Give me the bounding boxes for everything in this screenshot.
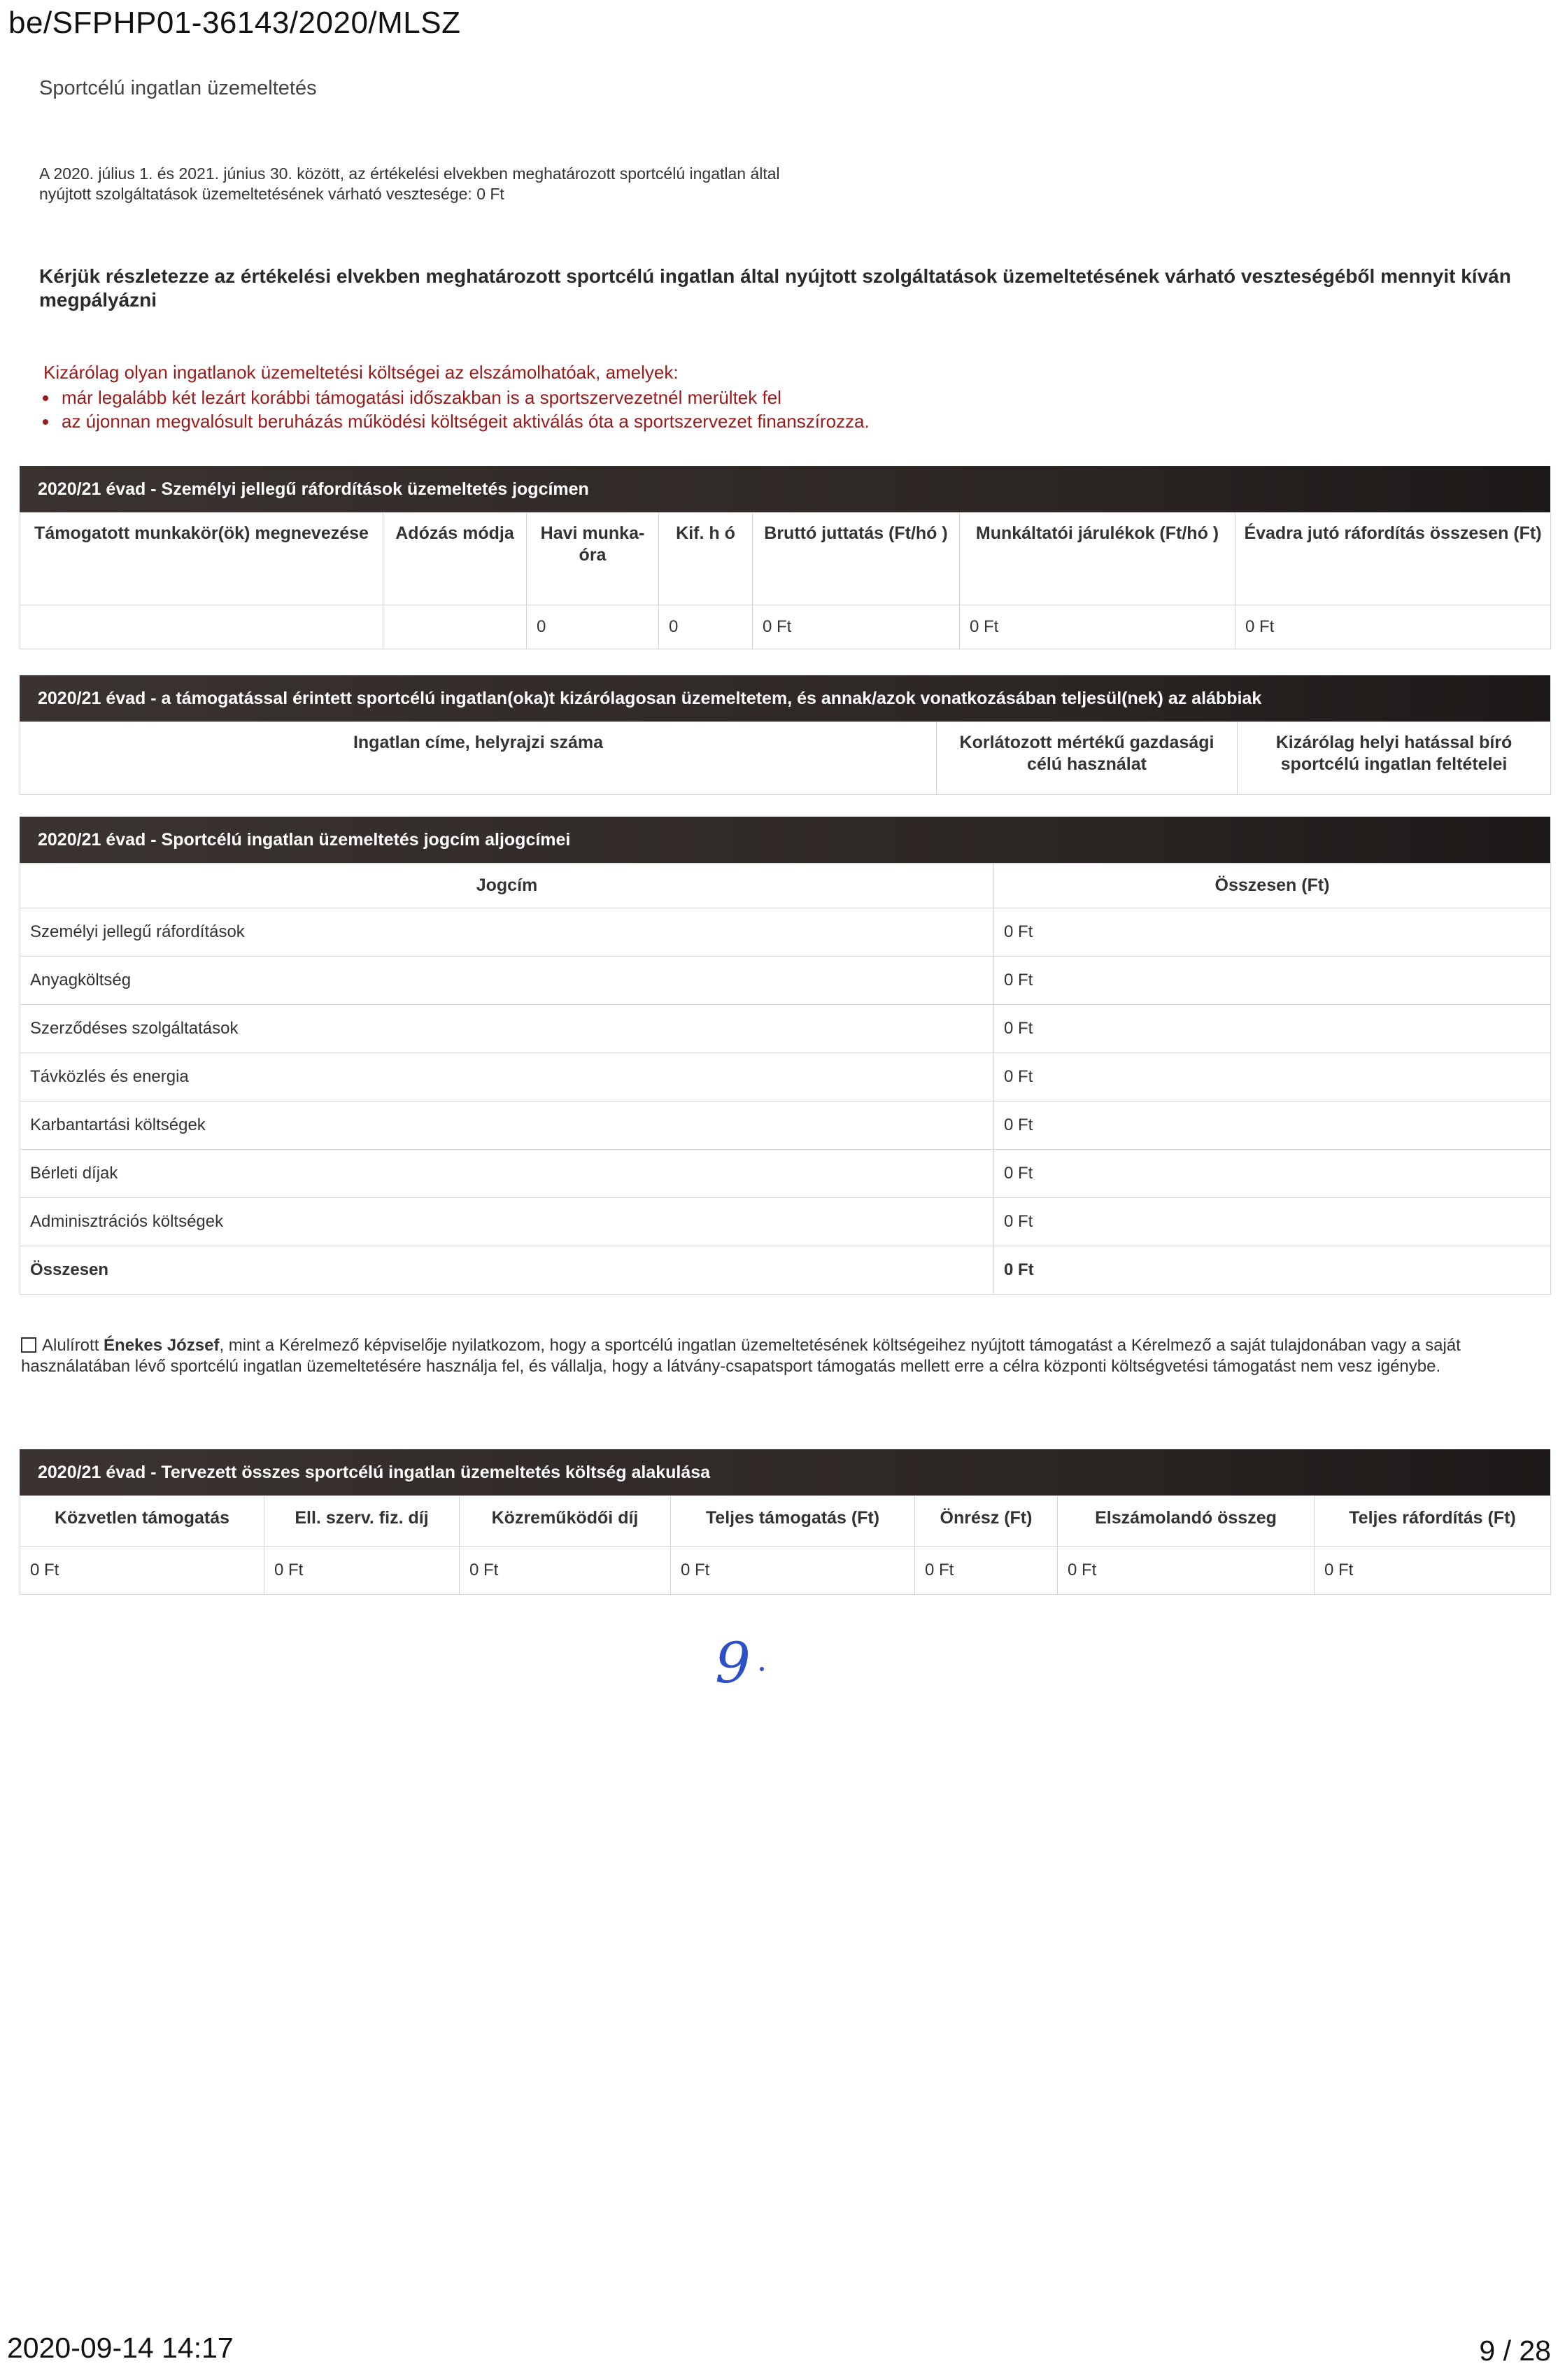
row-label: Bérleti díjak xyxy=(20,1150,994,1198)
footer-datetime: 2020-09-14 14:17 xyxy=(7,2332,234,2364)
table-cell: 0 Ft xyxy=(1315,1547,1551,1595)
column-header: Adózás módja xyxy=(383,513,527,605)
table-header-row xyxy=(20,864,1551,908)
table-cell: 0 Ft xyxy=(460,1547,671,1595)
handwritten-dot xyxy=(760,1667,764,1671)
total-row xyxy=(20,1246,1551,1295)
notice-item: • az újonnan megvalósult beruházás működési költségeit aktiválás óta a sportszervezet finanszírozza. xyxy=(59,409,1513,433)
table-row xyxy=(20,1198,1551,1246)
notice-list xyxy=(43,386,1513,433)
table-cell: 0 Ft xyxy=(1058,1547,1315,1595)
question-heading: Kérjük részletezze az értékelési elvekben meghatározott sportcélú ingatlan által nyújtott szolgáltatások üzemeltetésének várható veszteségéből mennyit kíván megpályázni xyxy=(39,265,1511,311)
row-label: Összesen xyxy=(20,1246,994,1295)
property-conditions-table xyxy=(20,721,1551,795)
column-header: Kif. h ó xyxy=(659,513,753,605)
table-cell xyxy=(383,605,527,649)
column-header: Teljes támogatás (Ft) xyxy=(671,1496,915,1547)
subcategories-section xyxy=(20,817,1550,1295)
column-header: Jogcím xyxy=(20,864,994,908)
column-header: Évadra jutó ráfordítás összesen (Ft) xyxy=(1235,513,1551,605)
table-row xyxy=(20,1547,1551,1595)
table-cell: 0 Ft xyxy=(753,605,960,649)
document-id: be/SFPHP01-36143/2020/MLSZ xyxy=(8,6,461,40)
table-cell: 0 Ft xyxy=(264,1547,460,1595)
row-label: Szerződéses szolgáltatások xyxy=(20,1005,994,1053)
table-row xyxy=(20,957,1551,1005)
intro-text xyxy=(39,164,1131,204)
table-cell: 0 Ft xyxy=(1235,605,1551,649)
subcategories-header: 2020/21 évad - Sportcélú ingatlan üzemeltetés jogcím aljogcímei xyxy=(20,817,1550,863)
column-header: Összesen (Ft) xyxy=(994,864,1551,908)
table-cell: 0 Ft xyxy=(20,1547,264,1595)
section-title: Sportcélú ingatlan üzemeltetés xyxy=(39,77,317,99)
property-conditions-header: 2020/21 évad - a támogatással érintett sportcélú ingatlan(oka)t kizárólagosan üzemeltetem, és annak/azok vonatkozásában teljesül(nek) az alábbiak xyxy=(20,675,1550,721)
declaration xyxy=(21,1335,1539,1377)
declaration-text: , mint a Kérelmező képviselője nyilatkozom, hogy a sportcélú ingatlan üzemeltetésének költségeihez nyújtott támogatást a Kérelmező a saját tulajdonában vagy a saját használatában lévő sportcélú ingatlan üzemeltetésére használja fel, és vállalja, hogy a látvány-csapatsport támogatás mellett erre a célra központi költségvetési támogatást nem vesz igénybe. xyxy=(21,1336,1461,1376)
column-header: Korlátozott mértékű gazdasági célú használat xyxy=(937,722,1238,795)
row-value: 0 Ft xyxy=(994,1005,1551,1053)
column-header: Munkáltatói járulékok (Ft/hó ) xyxy=(960,513,1235,605)
notice-intro: Kizárólag olyan ingatlanok üzemeltetési költségei az elszámolhatóak, amelyek: xyxy=(43,362,679,383)
table-row xyxy=(20,1150,1551,1198)
column-header: Ell. szerv. fiz. díj xyxy=(264,1496,460,1547)
column-header: Ingatlan címe, helyrajzi száma xyxy=(20,722,937,795)
column-header: Bruttó juttatás (Ft/hó ) xyxy=(753,513,960,605)
planned-costs-header: 2020/21 évad - Tervezett összes sportcélú ingatlan üzemeltetés költség alakulása xyxy=(20,1449,1550,1495)
row-value: 0 Ft xyxy=(994,1101,1551,1150)
planned-costs-table xyxy=(20,1495,1551,1595)
notice-item: • már legalább két lezárt korábbi támogatási időszakban is a sportszervezetnél merültek fel xyxy=(59,386,1513,409)
row-label: Adminisztrációs költségek xyxy=(20,1198,994,1246)
declaration-checkbox[interactable] xyxy=(21,1337,36,1353)
row-value: 0 Ft xyxy=(994,1053,1551,1101)
property-conditions-section xyxy=(20,675,1550,795)
footer-page-number: 9 / 28 xyxy=(1479,2335,1551,2367)
intro-line-1: A 2020. július 1. és 2021. június 30. között, az értékelési elvekben meghatározott sportcélú ingatlan által xyxy=(39,164,780,183)
table-header-row xyxy=(20,513,1551,605)
row-value: 0 Ft xyxy=(994,1246,1551,1295)
representative-name: Énekes József xyxy=(104,1336,220,1355)
table-cell xyxy=(20,605,383,649)
table-cell: 0 Ft xyxy=(915,1547,1058,1595)
table-row xyxy=(20,1053,1551,1101)
personnel-costs-table xyxy=(20,512,1551,649)
column-header: Teljes ráfordítás (Ft) xyxy=(1315,1496,1551,1547)
personnel-costs-section xyxy=(20,466,1550,649)
row-value: 0 Ft xyxy=(994,1150,1551,1198)
row-value: 0 Ft xyxy=(994,957,1551,1005)
column-header: Elszámolandó összeg xyxy=(1058,1496,1315,1547)
column-header: Önrész (Ft) xyxy=(915,1496,1058,1547)
table-header-row xyxy=(20,1496,1551,1547)
column-header: Közvetlen támogatás xyxy=(20,1496,264,1547)
row-value: 0 Ft xyxy=(994,1198,1551,1246)
table-cell: 0 Ft xyxy=(671,1547,915,1595)
column-header: Havi munka-óra xyxy=(527,513,659,605)
table-cell: 0 xyxy=(659,605,753,649)
row-label: Személyi jellegű ráfordítások xyxy=(20,908,994,957)
personnel-costs-header: 2020/21 évad - Személyi jellegű ráfordítások üzemeltetés jogcímen xyxy=(20,466,1550,512)
intro-line-2: nyújtott szolgáltatások üzemeltetésének várható vesztesége: 0 Ft xyxy=(39,185,504,203)
column-header: Közreműködői díj xyxy=(460,1496,671,1547)
column-header: Támogatott munkakör(ök) megnevezése xyxy=(20,513,383,605)
subcategories-table xyxy=(20,863,1551,1295)
planned-costs-section xyxy=(20,1449,1550,1595)
table-row xyxy=(20,1005,1551,1053)
table-header-row xyxy=(20,722,1551,795)
table-cell: 0 Ft xyxy=(960,605,1235,649)
table-row xyxy=(20,908,1551,957)
handwritten-page-number: 9 xyxy=(715,1631,751,1696)
row-label: Távközlés és energia xyxy=(20,1053,994,1101)
row-label: Karbantartási költségek xyxy=(20,1101,994,1150)
row-value: 0 Ft xyxy=(994,908,1551,957)
row-label: Anyagköltség xyxy=(20,957,994,1005)
column-header: Kizárólag helyi hatással bíró sportcélú ingatlan feltételei xyxy=(1238,722,1551,795)
declaration-prefix: Alulírott xyxy=(42,1336,104,1355)
table-cell: 0 xyxy=(527,605,659,649)
eligibility-notice xyxy=(43,360,1513,433)
table-row xyxy=(20,1101,1551,1150)
table-row xyxy=(20,605,1551,649)
